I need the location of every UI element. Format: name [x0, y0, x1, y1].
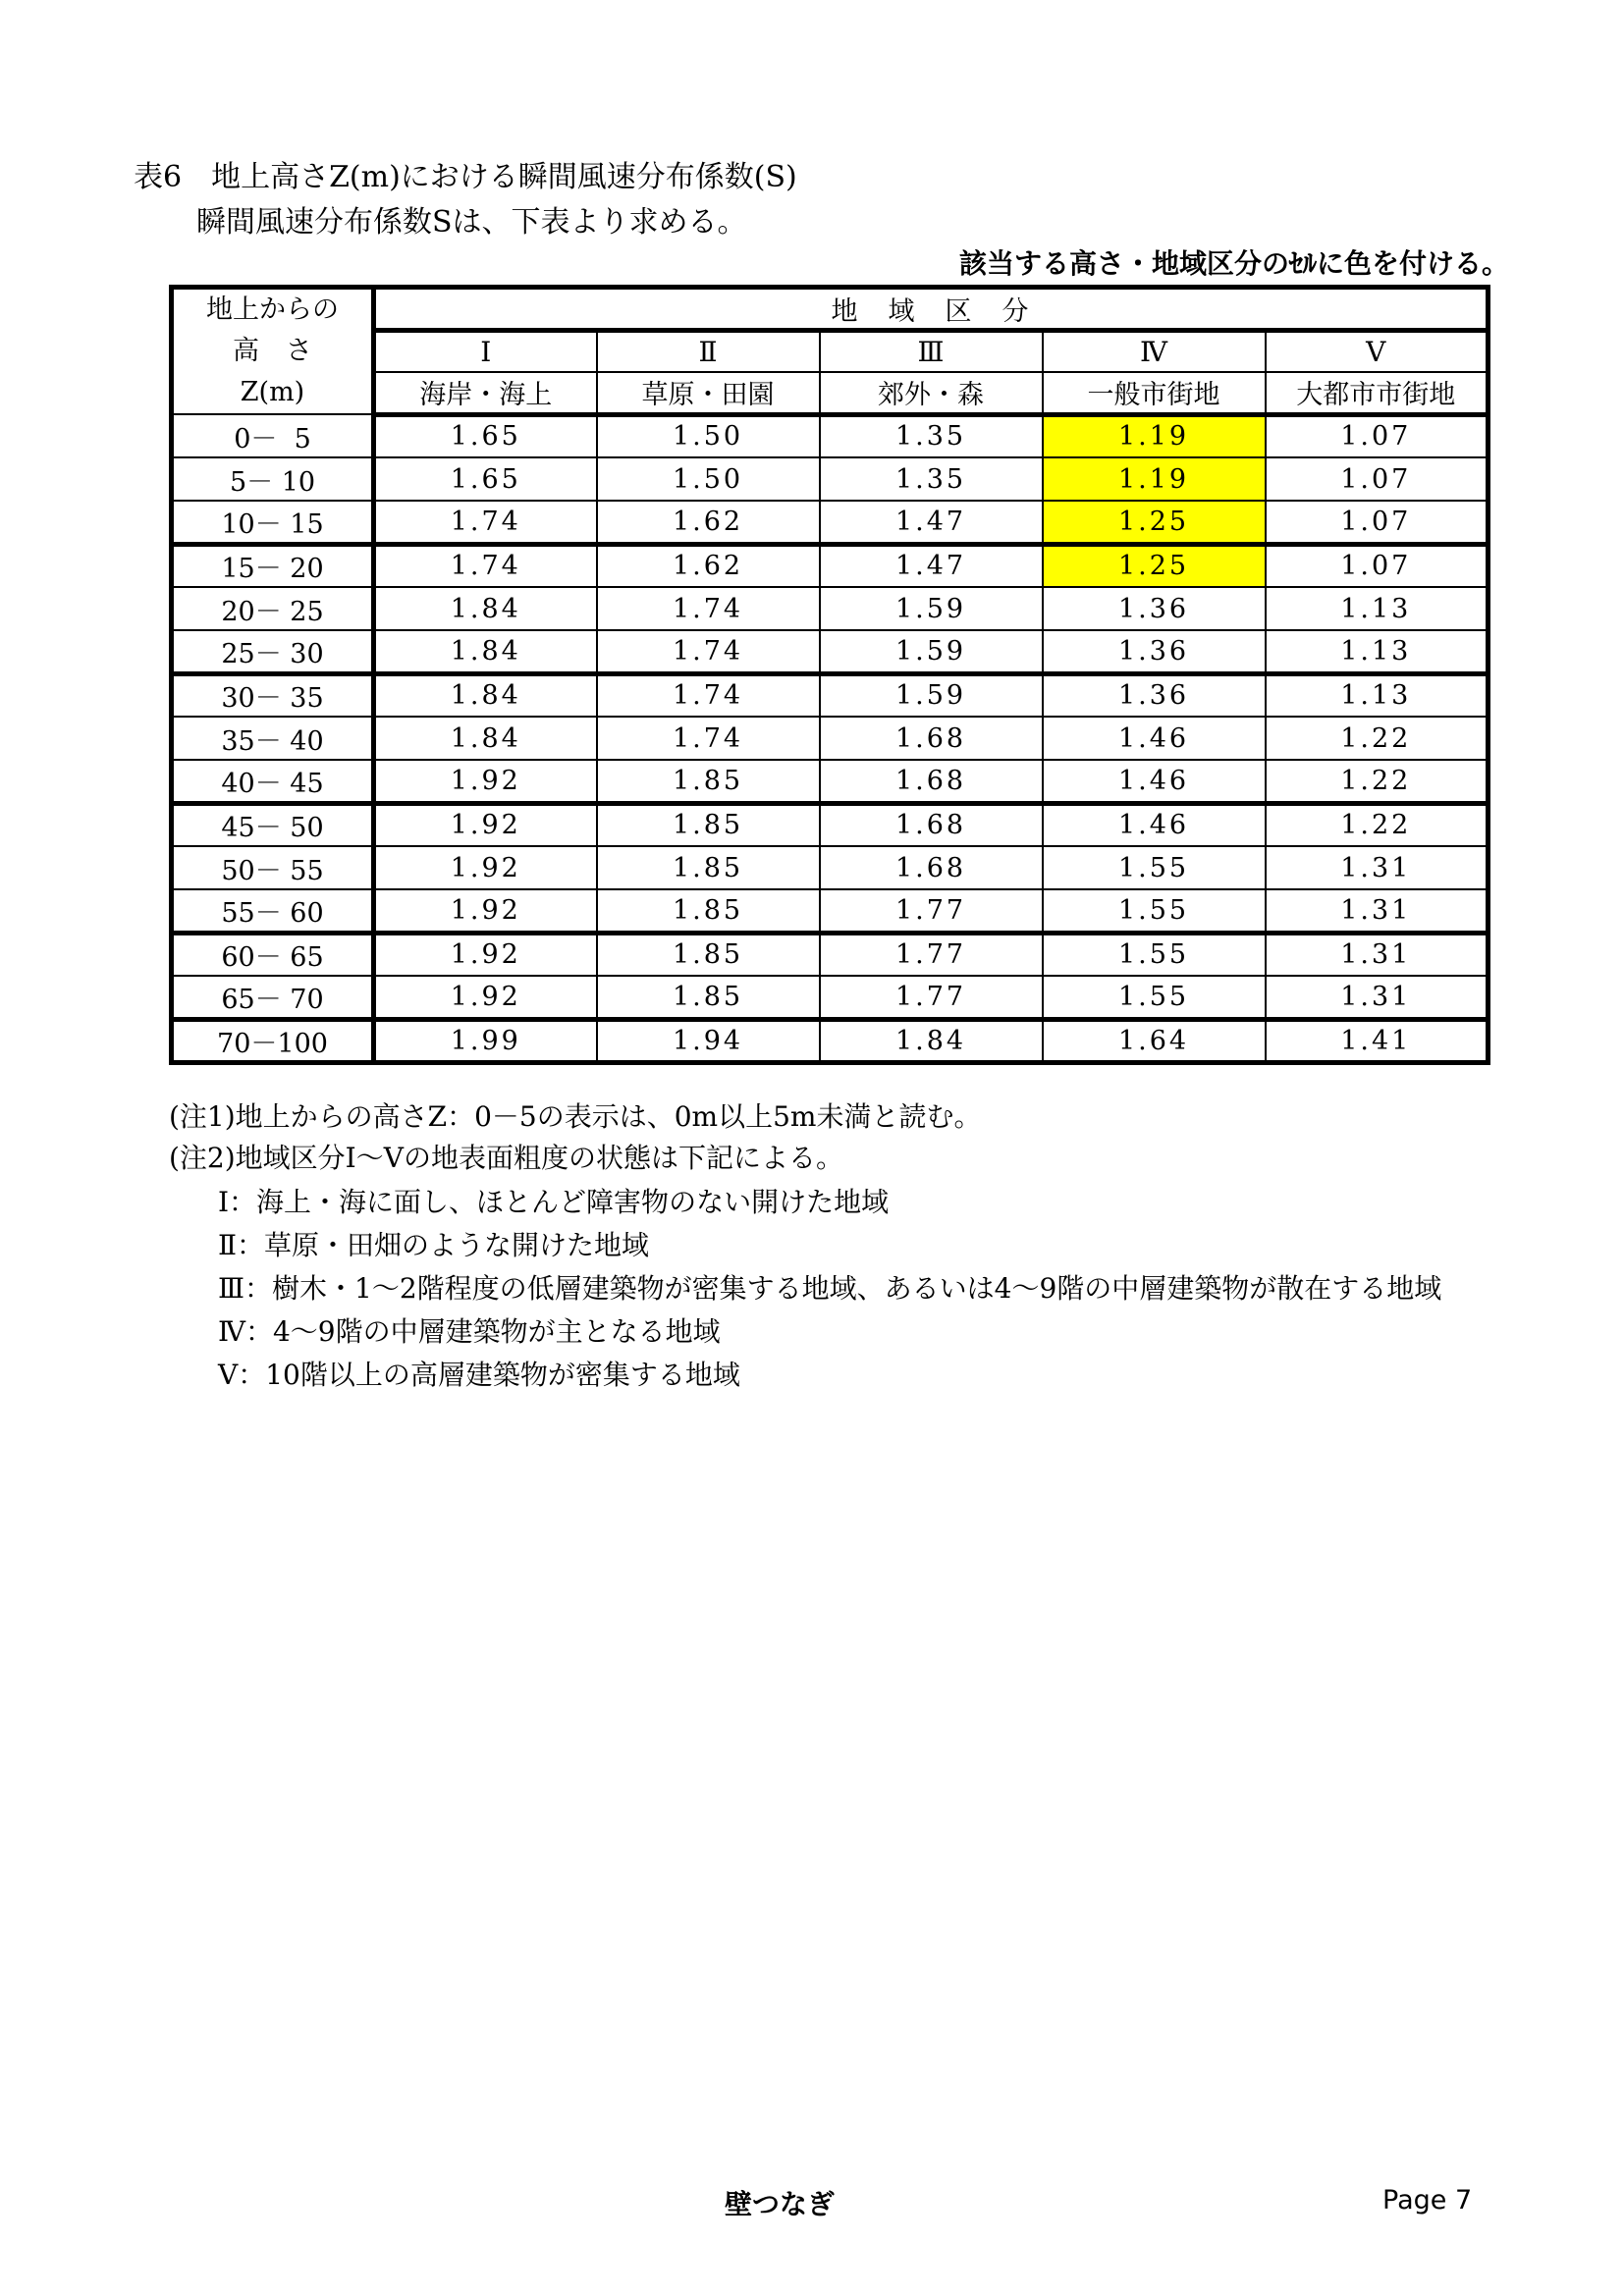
coefficient-cell: 1.36	[1043, 630, 1266, 673]
coefficient-cell: 1.35	[820, 457, 1043, 501]
footer-document-title: 壁つなぎ	[725, 2188, 836, 2220]
height-header-line1: 地上からの	[206, 294, 339, 325]
coefficient-cell: 1.22	[1266, 760, 1489, 803]
coefficient-cell: 1.84	[374, 717, 597, 760]
coefficient-cell: 1.84	[374, 587, 597, 630]
coefficient-cell: 1.85	[597, 803, 820, 846]
height-range-cell: 15－ 20	[172, 544, 374, 587]
coefficient-cell: 1.47	[820, 501, 1043, 544]
coefficient-cell: 1.50	[597, 457, 820, 501]
coefficient-cell: 1.13	[1266, 673, 1489, 717]
coefficient-cell: 1.99	[374, 1019, 597, 1062]
coefficient-cell: 1.85	[597, 976, 820, 1019]
highlight-instruction-note: 該当する高さ・地域区分のｾﾙに色を付ける。	[958, 247, 1509, 280]
coefficient-cell: 1.84	[374, 630, 597, 673]
height-range-cell: 10－ 15	[172, 501, 374, 544]
coefficient-cell: 1.85	[597, 889, 820, 933]
header-row-span	[172, 288, 1489, 331]
region-def-5: Ⅴ：10階以上の高層建築物が密集する地域	[218, 1359, 740, 1391]
table-subtitle: 瞬間風速分布係数Sは、下表より求める。	[196, 205, 747, 240]
table-row	[172, 933, 1489, 976]
height-column-header	[172, 288, 374, 415]
coefficient-cell: 1.77	[820, 889, 1043, 933]
coefficient-cell: 1.65	[374, 457, 597, 501]
table-row	[172, 976, 1489, 1019]
coefficient-cell: 1.68	[820, 760, 1043, 803]
coefficient-cell: 1.74	[597, 673, 820, 717]
coefficient-cell: 1.92	[374, 976, 597, 1019]
coefficient-cell: 1.92	[374, 803, 597, 846]
coefficient-cell: 1.07	[1266, 414, 1489, 457]
coefficient-cell: 1.74	[597, 630, 820, 673]
coefficient-cell: 1.59	[820, 587, 1043, 630]
table-row	[172, 457, 1489, 501]
table-row	[172, 544, 1489, 587]
height-range-cell: 45－ 50	[172, 803, 374, 846]
zone-name-header: 草原・田園	[597, 372, 820, 414]
coefficient-cell: 1.85	[597, 760, 820, 803]
coefficient-cell: 1.22	[1266, 803, 1489, 846]
coefficient-cell: 1.07	[1266, 457, 1489, 501]
height-range-cell: 20－ 25	[172, 587, 374, 630]
coefficient-cell: 1.13	[1266, 630, 1489, 673]
coefficient-cell: 1.59	[820, 630, 1043, 673]
coefficient-cell: 1.92	[374, 760, 597, 803]
region-def-3: Ⅲ：樹木・1～2階程度の低層建築物が密集する地域、あるいは4～9階の中層建築物が散在する地域	[218, 1272, 1442, 1305]
coefficient-cell-highlighted: 1.25	[1043, 544, 1266, 587]
height-range-cell: 0－ 5	[172, 414, 374, 457]
coefficient-cell: 1.31	[1266, 889, 1489, 933]
coefficient-cell: 1.92	[374, 933, 597, 976]
coefficient-cell: 1.36	[1043, 673, 1266, 717]
table-row	[172, 803, 1489, 846]
coefficient-cell: 1.62	[597, 544, 820, 587]
table-row	[172, 717, 1489, 760]
zone-numeral-header: Ⅱ	[597, 331, 820, 372]
height-header-line2: 高 さ	[233, 336, 312, 366]
coefficient-cell: 1.65	[374, 414, 597, 457]
coefficient-cell: 1.36	[1043, 587, 1266, 630]
coefficient-cell: 1.92	[374, 889, 597, 933]
coefficient-cell: 1.74	[374, 501, 597, 544]
height-range-cell: 30－ 35	[172, 673, 374, 717]
coefficient-cell: 1.74	[597, 717, 820, 760]
coefficient-cell: 1.55	[1043, 846, 1266, 889]
coefficient-cell: 1.92	[374, 846, 597, 889]
zone-numeral-header: Ⅰ	[374, 331, 597, 372]
height-header-line3: Z(m)	[240, 377, 305, 407]
height-range-cell: 70－100	[172, 1019, 374, 1062]
coefficient-cell: 1.50	[597, 414, 820, 457]
coefficient-cell: 1.31	[1266, 976, 1489, 1019]
table-row	[172, 846, 1489, 889]
coefficient-cell: 1.46	[1043, 717, 1266, 760]
coefficient-cell: 1.84	[820, 1019, 1043, 1062]
coefficient-cell: 1.74	[374, 544, 597, 587]
table-row	[172, 630, 1489, 673]
coefficient-cell: 1.31	[1266, 846, 1489, 889]
coefficient-cell: 1.55	[1043, 933, 1266, 976]
coefficient-cell: 1.64	[1043, 1019, 1266, 1062]
zone-name-header: 一般市街地	[1043, 372, 1266, 414]
table-row	[172, 673, 1489, 717]
coefficient-cell: 1.74	[597, 587, 820, 630]
table-row	[172, 501, 1489, 544]
height-range-cell: 65－ 70	[172, 976, 374, 1019]
height-range-cell: 40－ 45	[172, 760, 374, 803]
coefficient-cell: 1.68	[820, 803, 1043, 846]
zone-name-header: 大都市市街地	[1266, 372, 1489, 414]
coefficient-cell: 1.85	[597, 933, 820, 976]
page-number: Page 7	[1382, 2185, 1473, 2216]
zone-numeral-header: Ⅴ	[1266, 331, 1489, 372]
coefficient-cell: 1.07	[1266, 501, 1489, 544]
table-row	[172, 889, 1489, 933]
coefficient-cell: 1.41	[1266, 1019, 1489, 1062]
height-range-cell: 55－ 60	[172, 889, 374, 933]
coefficient-cell: 1.31	[1266, 933, 1489, 976]
coefficient-cell: 1.46	[1043, 803, 1266, 846]
table-title: 表6 地上高さZ(m)における瞬間風速分布係数(S)	[134, 160, 797, 194]
coefficient-cell: 1.84	[374, 673, 597, 717]
height-range-cell: 50－ 55	[172, 846, 374, 889]
coefficient-cell: 1.35	[820, 414, 1043, 457]
coefficient-cell: 1.77	[820, 976, 1043, 1019]
coefficient-cell: 1.47	[820, 544, 1043, 587]
coefficient-cell: 1.85	[597, 846, 820, 889]
coefficient-cell: 1.68	[820, 717, 1043, 760]
height-range-cell: 5－ 10	[172, 457, 374, 501]
coefficient-cell-highlighted: 1.19	[1043, 414, 1266, 457]
region-def-4: Ⅳ：4～9階の中層建築物が主となる地域	[218, 1315, 721, 1348]
coefficient-cell: 1.55	[1043, 976, 1266, 1019]
zone-name-header: 海岸・海上	[374, 372, 597, 414]
table-row	[172, 587, 1489, 630]
coefficient-cell: 1.07	[1266, 544, 1489, 587]
coefficient-cell: 1.77	[820, 933, 1043, 976]
height-range-cell: 25－ 30	[172, 630, 374, 673]
coefficient-cell: 1.22	[1266, 717, 1489, 760]
height-range-cell: 60－ 65	[172, 933, 374, 976]
region-def-2: Ⅱ：草原・田畑のような開けた地域	[218, 1229, 650, 1261]
zone-numeral-header: Ⅳ	[1043, 331, 1266, 372]
coefficient-cell: 1.13	[1266, 587, 1489, 630]
zone-numeral-header: Ⅲ	[820, 331, 1043, 372]
coefficient-cell: 1.94	[597, 1019, 820, 1062]
table-row	[172, 1019, 1489, 1062]
coefficient-cell: 1.68	[820, 846, 1043, 889]
note-2: (注2)地域区分Ⅰ～Ⅴの地表面粗度の状態は下記による。	[169, 1142, 843, 1174]
table-row	[172, 414, 1489, 457]
table-row	[172, 760, 1489, 803]
zone-span-header: 地 域 区 分	[374, 288, 1489, 331]
coefficient-cell: 1.62	[597, 501, 820, 544]
coefficient-cell: 1.59	[820, 673, 1043, 717]
height-range-cell: 35－ 40	[172, 717, 374, 760]
zone-name-header: 郊外・森	[820, 372, 1043, 414]
coefficient-cell: 1.46	[1043, 760, 1266, 803]
wind-speed-coefficient-table	[169, 285, 1490, 1065]
coefficient-cell: 1.55	[1043, 889, 1266, 933]
coefficient-cell-highlighted: 1.19	[1043, 457, 1266, 501]
note-1: (注1)地上からの高さZ：0－5の表示は、0m以上5m未満と読む。	[169, 1100, 982, 1133]
region-def-1: Ⅰ：海上・海に面し、ほとんど障害物のない開けた地域	[218, 1186, 890, 1218]
coefficient-cell-highlighted: 1.25	[1043, 501, 1266, 544]
